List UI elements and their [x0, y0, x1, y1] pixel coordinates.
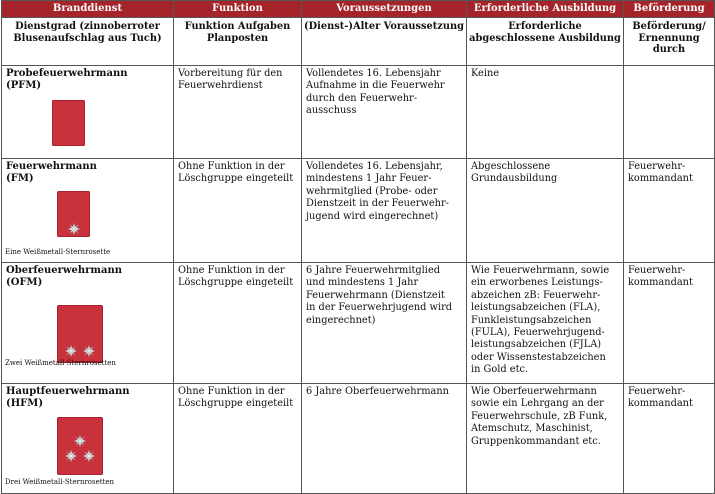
function-cell: Ohne Funktion in der Löschgruppe eingeteilt	[174, 159, 302, 263]
requirement-cell: 6 Jahre Feuerwehrmitglied und mindestens 1 Jahr Feuerwehrmann (Dienstzeit in der Feuerwehrjugend wird eingerechnet)	[302, 263, 467, 384]
promotion-cell: Feuerwehr- kommandant	[624, 159, 715, 263]
star-rosette-icon	[83, 450, 95, 462]
collar-patch-icon	[57, 417, 103, 475]
training-cell: Wie Oberfeuerwehrmann sowie ein Lehrgang an der Feuerwehrschule, zB Funk, Atemschutz, Maschinist, Gruppenkommandant etc.	[467, 384, 624, 494]
header-funktion: Funktion	[174, 1, 302, 18]
header-voraussetzungen: Voraussetzungen	[302, 1, 467, 18]
table-row	[2, 384, 715, 494]
subheader-ausbildung: Erforderliche abgeschlossene Ausbildung	[467, 18, 624, 66]
promotion-cell: Feuerwehr- kommandant	[624, 384, 715, 494]
rank-abbr: (FM)	[6, 173, 34, 184]
subheader-alter: (Dienst-)Alter Voraussetzung	[302, 18, 467, 66]
header-band-row	[2, 1, 715, 18]
table-row	[2, 159, 715, 263]
header-befoerderung: Beförderung	[624, 1, 715, 18]
training-cell: Keine	[467, 66, 624, 159]
rank-table	[1, 0, 715, 494]
training-cell: Wie Feuerwehrmann, sowie ein erworbenes Leistungs- abzeichen zB: Feuerwehr- leistungsabzeichen (FLA), Funkleistungsabzeichen (FULA), Feuerwehrjugend- leistungsabzeichen (FJLA) oder Wissenstestabzeichen in Gold etc.	[467, 263, 624, 384]
function-cell: Ohne Funktion in der Löschgruppe eingeteilt	[174, 263, 302, 384]
promotion-cell: Feuerwehr- kommandant	[624, 263, 715, 384]
rank-name: Probefeuerwehrmann	[6, 68, 128, 79]
rank-cell	[2, 66, 174, 159]
rank-abbr: (PFM)	[6, 80, 42, 91]
star-rosette-icon	[65, 345, 77, 357]
rank-abbr: (OFM)	[6, 277, 43, 288]
subheader-funktion: Funktion Aufgaben Planposten	[174, 18, 302, 66]
training-cell: Abgeschlossene Grundausbildung	[467, 159, 624, 263]
badge-caption: Eine Weißmetall-Sternrosette	[5, 248, 111, 256]
subheader-befoerderung: Beförderung/ Ernennung durch	[624, 18, 715, 66]
rank-cell	[2, 159, 174, 263]
star-rosette-icon	[68, 223, 80, 235]
header-sub-row	[2, 18, 715, 66]
badge-caption: Drei Weißmetall-Sternrosetten	[5, 478, 115, 486]
requirement-cell: Vollendetes 16. Lebensjahr, mindestens 1 Jahr Feuer- wehrmitglied (Probe- oder Dienstzeit in der Feuerwehr- jugend wird eingerechnet)	[302, 159, 467, 263]
function-cell: Vorbereitung für den Feuerwehrdienst	[174, 66, 302, 159]
table-row	[2, 66, 715, 159]
requirement-cell: Vollendetes 16. Lebensjahr Aufnahme in die Feuerwehr durch den Feuerwehr- ausschuss	[302, 66, 467, 159]
requirement-cell: 6 Jahre Oberfeuerwehrmann	[302, 384, 467, 494]
header-ausbildung: Erforderliche Ausbildung	[467, 1, 624, 18]
collar-patch-icon	[57, 191, 90, 237]
rank-cell	[2, 384, 174, 494]
rank-cell	[2, 263, 174, 384]
rank-name: Feuerwehrmann	[6, 161, 97, 172]
collar-patch-icon	[57, 305, 103, 363]
badge-caption: Zwei Weißmetall-Sternrosetten	[5, 359, 116, 367]
function-cell: Ohne Funktion in der Löschgruppe eingeteilt	[174, 384, 302, 494]
star-rosette-icon	[74, 435, 86, 447]
star-rosette-icon	[65, 450, 77, 462]
subheader-dienstgrad: Dienstgrad (zinnoberroter Blusenaufschlag aus Tuch)	[2, 18, 174, 66]
rank-name: Oberfeuerwehrmann	[6, 265, 123, 276]
rank-name: Hauptfeuerwehrmann	[6, 386, 130, 397]
table-row	[2, 263, 715, 384]
promotion-cell	[624, 66, 715, 159]
header-branddienst: Branddienst	[2, 1, 174, 18]
rank-abbr: (HFM)	[6, 398, 44, 409]
collar-patch-icon	[52, 100, 85, 146]
star-rosette-icon	[83, 345, 95, 357]
